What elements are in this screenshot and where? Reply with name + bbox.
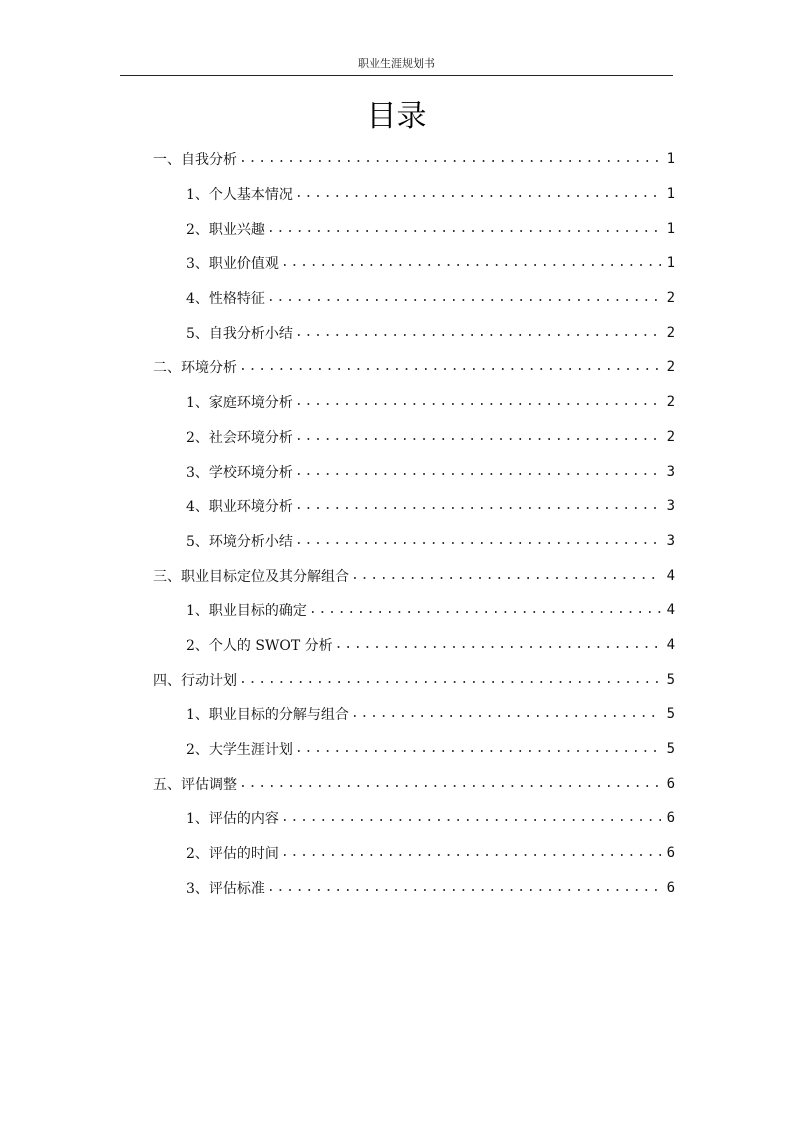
toc-entry-page-number: 4	[666, 636, 675, 653]
toc-entry-label: 3、评估标准	[186, 880, 265, 897]
dot-leader	[295, 395, 661, 409]
toc-entry-page-number: 2	[666, 290, 675, 307]
dot-leader	[295, 534, 661, 548]
toc-entry-label: 1、职业目标的分解与组合	[186, 707, 349, 724]
toc-entry[interactable]	[153, 870, 675, 905]
toc-entry-page-number: 5	[666, 706, 675, 723]
toc-entry-label: 2、大学生涯计划	[186, 742, 293, 759]
toc-entry-page-number: 1	[666, 151, 675, 168]
toc-entry[interactable]	[153, 385, 675, 420]
header-title: 职业生涯规划书	[358, 57, 435, 70]
toc-entry[interactable]	[153, 766, 675, 801]
toc-entry-page-number: 2	[666, 428, 675, 445]
toc-entry-label: 4、职业环境分析	[186, 499, 293, 516]
dot-leader	[281, 846, 661, 860]
dot-leader	[239, 360, 661, 374]
toc-entry-label: 五、评估调整	[153, 776, 237, 793]
toc-entry-page-number: 3	[666, 463, 675, 480]
page-header	[120, 56, 673, 76]
toc-entry-label: 1、职业目标的确定	[186, 603, 307, 620]
toc-entry-label: 一、自我分析	[153, 152, 237, 169]
toc-entry-label: 2、职业兴趣	[186, 221, 265, 238]
toc-entry[interactable]	[153, 524, 675, 559]
toc-entry-page-number: 2	[666, 394, 675, 411]
toc-entry-label: 3、职业价值观	[186, 256, 279, 273]
dot-leader	[295, 742, 661, 756]
toc-entry[interactable]	[153, 246, 675, 281]
toc-entry-label: 二、环境分析	[153, 360, 237, 377]
toc-entry-page-number: 4	[666, 567, 675, 584]
dot-leader	[267, 291, 661, 305]
toc-entry[interactable]	[153, 801, 675, 836]
dot-leader	[295, 430, 661, 444]
toc-entry[interactable]	[153, 697, 675, 732]
toc-entry-page-number: 5	[666, 671, 675, 688]
toc-entry-label: 1、评估的内容	[186, 811, 279, 828]
dot-leader	[295, 187, 661, 201]
toc-entry-label: 4、性格特征	[186, 291, 265, 308]
toc-entry-label: 四、行动计划	[153, 672, 237, 689]
toc-entry-page-number: 5	[666, 741, 675, 758]
dot-leader	[295, 499, 661, 513]
toc-entry[interactable]	[153, 177, 675, 212]
toc-entry[interactable]	[153, 662, 675, 697]
toc-entry-label: 2、个人的 SWOT 分析	[186, 637, 333, 654]
toc-entry-page-number: 6	[666, 879, 675, 896]
toc-entry[interactable]	[153, 350, 675, 385]
toc-entry-page-number: 2	[666, 359, 675, 376]
toc-entry-page-number: 2	[666, 324, 675, 341]
toc-entry-label: 1、个人基本情况	[186, 187, 293, 204]
toc-entry-page-number: 1	[666, 186, 675, 203]
toc-entry[interactable]	[153, 628, 675, 663]
toc-entry-label: 2、评估的时间	[186, 846, 279, 863]
toc-entry[interactable]	[153, 315, 675, 350]
toc-entry[interactable]	[153, 454, 675, 489]
toc-entry-page-number: 3	[666, 498, 675, 515]
toc-entry-label: 2、社会环境分析	[186, 429, 293, 446]
toc-entry-label: 5、自我分析小结	[186, 325, 293, 342]
toc-entry[interactable]	[153, 489, 675, 524]
toc-entry[interactable]	[153, 281, 675, 316]
dot-leader	[281, 256, 661, 270]
dot-leader	[267, 222, 661, 236]
dot-leader	[335, 638, 661, 652]
toc-entry-page-number: 6	[666, 775, 675, 792]
dot-leader	[267, 881, 661, 895]
toc-entry-page-number: 1	[666, 255, 675, 272]
table-of-contents	[153, 142, 675, 905]
toc-entry[interactable]	[153, 836, 675, 871]
toc-entry-page-number: 1	[666, 220, 675, 237]
toc-entry-page-number: 6	[666, 810, 675, 827]
dot-leader	[239, 777, 661, 791]
dot-leader	[351, 707, 661, 721]
dot-leader	[309, 603, 661, 617]
toc-entry-label: 1、家庭环境分析	[186, 395, 293, 412]
toc-entry[interactable]	[153, 142, 675, 177]
toc-entry-label: 5、环境分析小结	[186, 533, 293, 550]
toc-entry[interactable]	[153, 211, 675, 246]
toc-entry-page-number: 6	[666, 845, 675, 862]
dot-leader	[295, 465, 661, 479]
toc-entry-label: 3、学校环境分析	[186, 464, 293, 481]
dot-leader	[281, 811, 661, 825]
toc-entry-page-number: 4	[666, 602, 675, 619]
toc-entry-page-number: 3	[666, 532, 675, 549]
toc-entry[interactable]	[153, 558, 675, 593]
dot-leader	[239, 673, 661, 687]
toc-entry-label: 三、职业目标定位及其分解组合	[153, 568, 349, 585]
dot-leader	[295, 326, 661, 340]
toc-title: 目录	[366, 99, 427, 134]
dot-leader	[239, 152, 661, 166]
toc-entry[interactable]	[153, 593, 675, 628]
dot-leader	[351, 569, 661, 583]
toc-entry[interactable]	[153, 420, 675, 455]
toc-entry[interactable]	[153, 732, 675, 767]
